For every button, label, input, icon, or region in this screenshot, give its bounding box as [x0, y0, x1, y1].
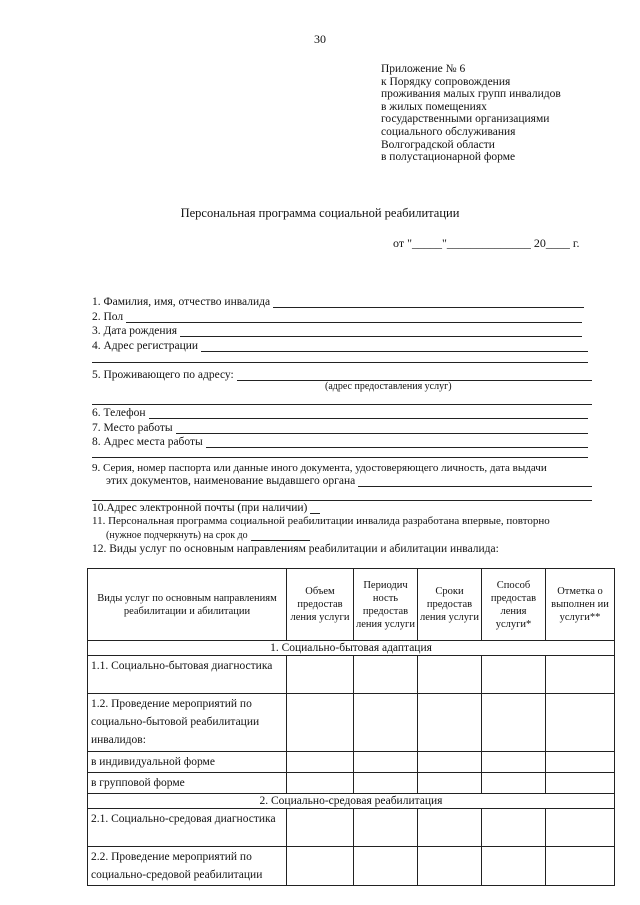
field-label: 6. Телефон — [92, 407, 146, 419]
program-first-repeat: 11. Персональная программа социальной реабилитации инвалида разработана впервые, повторно — [92, 515, 550, 527]
table-cell[interactable] — [354, 809, 418, 847]
section-title: 2. Социально-средовая реабилитация — [88, 794, 615, 809]
table-cell[interactable] — [418, 694, 482, 752]
field-label: (нужное подчеркнуть) на срок до — [106, 530, 248, 541]
field-hint: (адрес предоставления услуг) — [325, 381, 452, 392]
table-row — [88, 773, 615, 794]
table-header-row — [88, 569, 615, 641]
page-number: 30 — [314, 32, 326, 46]
header-cell: Периодич ность предостав ления услуги — [354, 569, 418, 641]
header-cell: Сроки предостав ления услуги — [418, 569, 482, 641]
table-cell[interactable] — [287, 847, 354, 886]
table-row — [88, 656, 615, 694]
header-cell: Отметка о выполнен ии услуги** — [546, 569, 615, 641]
appendix-header — [381, 63, 561, 164]
appendix-line: Приложение № 6 — [381, 63, 466, 75]
section-row — [88, 794, 615, 809]
field-full-name[interactable] — [92, 294, 584, 308]
table-cell[interactable] — [418, 809, 482, 847]
table-cell[interactable] — [287, 809, 354, 847]
table-cell[interactable] — [482, 752, 546, 773]
header-cell: Объем предостав ления услуги — [287, 569, 354, 641]
table-row — [88, 809, 615, 847]
field-label: 7. Место работы — [92, 422, 173, 434]
appendix-line: Волгоградской области — [381, 138, 495, 151]
services-table — [87, 568, 615, 886]
table-row — [88, 847, 615, 886]
field-passport-label: 9. Серия, номер паспорта или данные иного документа, удостоверяющего личность, дата выдачи — [92, 462, 547, 474]
field-label: 3. Дата рождения — [92, 325, 178, 337]
table-cell[interactable] — [418, 656, 482, 694]
blank-line — [92, 362, 588, 363]
table-cell[interactable] — [287, 694, 354, 752]
table-cell[interactable] — [287, 773, 354, 794]
date-line: от "_____"______________ 20____ г. — [393, 236, 580, 250]
field-residence-address[interactable] — [92, 367, 592, 381]
table-cell[interactable] — [546, 773, 615, 794]
table-cell[interactable] — [354, 694, 418, 752]
header-cell: Способ предостав ления услуги* — [482, 569, 546, 641]
table-cell[interactable] — [546, 847, 615, 886]
header-cell: Виды услуг по основным направлениям реабилитации и абилитации — [88, 569, 287, 641]
field-label: 1. Фамилия, имя, отчество инвалида — [92, 296, 271, 308]
section-row — [88, 641, 615, 656]
table-cell[interactable] — [287, 752, 354, 773]
field-phone[interactable] — [92, 405, 588, 419]
service-name: в групповой форме — [88, 773, 287, 794]
field-workplace[interactable] — [92, 420, 588, 434]
field-label: 10.Адрес электронной почты (при наличии) — [92, 502, 308, 514]
table-cell[interactable] — [418, 773, 482, 794]
service-name: 1.1. Социально-бытовая диагностика — [88, 656, 287, 694]
field-passport[interactable] — [106, 473, 592, 487]
table-cell[interactable] — [354, 773, 418, 794]
field-label: 8. Адрес места работы — [92, 436, 203, 448]
table-cell[interactable] — [482, 656, 546, 694]
appendix-line: проживания малых групп инвалидов — [381, 88, 561, 101]
field-registration-address[interactable] — [92, 338, 588, 352]
appendix-line: в полустационарной форме — [381, 151, 516, 164]
table-cell[interactable] — [354, 656, 418, 694]
field-birth-date[interactable] — [92, 323, 582, 337]
table-cell[interactable] — [482, 694, 546, 752]
field-label: 2. Пол — [92, 311, 124, 323]
appendix-line: к Порядку сопровождения — [381, 75, 511, 88]
table-cell[interactable] — [418, 847, 482, 886]
document-title: Персональная программа социальной реабилитации — [180, 206, 460, 220]
table-row — [88, 694, 615, 752]
table-cell[interactable] — [482, 773, 546, 794]
field-label: 5. Проживающего по адресу: — [92, 369, 234, 381]
table-cell[interactable] — [418, 752, 482, 773]
appendix-line: государственными организациями — [381, 113, 550, 126]
field-label: этих документов, наименование выдавшего органа — [106, 475, 356, 487]
table-cell[interactable] — [546, 694, 615, 752]
table-cell[interactable] — [482, 809, 546, 847]
field-term[interactable] — [106, 527, 310, 541]
table-cell[interactable] — [287, 656, 354, 694]
field-email[interactable] — [92, 500, 320, 514]
table-cell[interactable] — [546, 752, 615, 773]
table-cell[interactable] — [354, 847, 418, 886]
service-name: 1.2. Проведение мероприятий по социально-бытовой реабилитации инвалидов: — [88, 694, 287, 752]
services-heading: 12. Виды услуг по основным направлениям реабилитации и абилитации инвалида: — [92, 543, 499, 555]
table-cell[interactable] — [546, 809, 615, 847]
service-name: 2.1. Социально-средовая диагностика — [88, 809, 287, 847]
table-row — [88, 752, 615, 773]
service-name: в индивидуальной форме — [88, 752, 287, 773]
field-work-address[interactable] — [92, 434, 588, 448]
field-gender[interactable] — [92, 309, 582, 323]
section-title: 1. Социально-бытовая адаптация — [88, 641, 615, 656]
table-cell[interactable] — [354, 752, 418, 773]
table-cell[interactable] — [482, 847, 546, 886]
table-cell[interactable] — [546, 656, 615, 694]
blank-line — [92, 457, 588, 458]
appendix-line: в жилых помещениях — [381, 100, 487, 113]
service-name: 2.2. Проведение мероприятий по социально-средовой реабилитации — [88, 847, 287, 886]
appendix-line: социального обслуживания — [381, 125, 516, 138]
field-label: 4. Адрес регистрации — [92, 340, 199, 352]
